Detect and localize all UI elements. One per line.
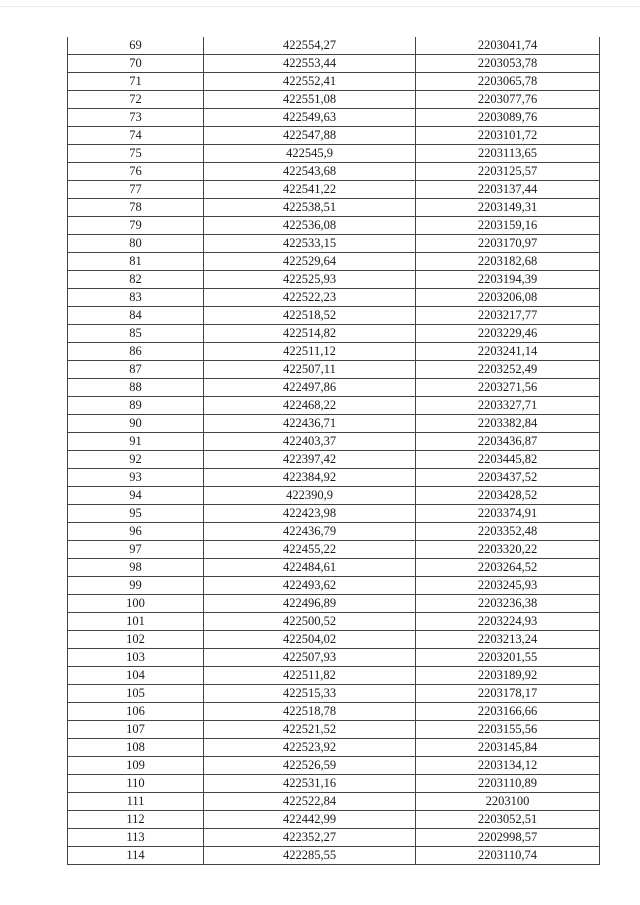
x-coordinate-cell: 422455,22: [204, 541, 416, 559]
point-number-cell: 85: [68, 325, 204, 343]
x-coordinate-cell: 422511,82: [204, 667, 416, 685]
table-row: [68, 613, 600, 631]
point-number-cell: 83: [68, 289, 204, 307]
x-coordinate-cell: 422529,64: [204, 253, 416, 271]
y-coordinate-cell: 2203113,65: [416, 145, 600, 163]
y-coordinate-cell: 2203245,93: [416, 577, 600, 595]
x-coordinate-cell: 422507,11: [204, 361, 416, 379]
table-row: [68, 343, 600, 361]
y-coordinate-cell: 2203352,48: [416, 523, 600, 541]
y-coordinate-cell: 2203217,77: [416, 307, 600, 325]
point-number-cell: 108: [68, 739, 204, 757]
x-coordinate-cell: 422547,88: [204, 127, 416, 145]
y-coordinate-cell: 2203206,08: [416, 289, 600, 307]
y-coordinate-cell: 2203166,66: [416, 703, 600, 721]
table-row: [68, 469, 600, 487]
y-coordinate-cell: 2203437,52: [416, 469, 600, 487]
point-number-cell: 94: [68, 487, 204, 505]
point-number-cell: 112: [68, 811, 204, 829]
table-row: [68, 181, 600, 199]
y-coordinate-cell: 2203445,82: [416, 451, 600, 469]
x-coordinate-cell: 422554,27: [204, 37, 416, 55]
table-row: [68, 703, 600, 721]
table-row: [68, 73, 600, 91]
table-row: [68, 199, 600, 217]
x-coordinate-cell: 422514,82: [204, 325, 416, 343]
y-coordinate-cell: 2203320,22: [416, 541, 600, 559]
table-row: [68, 487, 600, 505]
table-row: [68, 397, 600, 415]
x-coordinate-cell: 422436,71: [204, 415, 416, 433]
point-number-cell: 90: [68, 415, 204, 433]
y-coordinate-cell: 2203110,74: [416, 847, 600, 865]
y-coordinate-cell: 2203053,78: [416, 55, 600, 73]
point-number-cell: 91: [68, 433, 204, 451]
table-row: [68, 127, 600, 145]
point-number-cell: 93: [68, 469, 204, 487]
x-coordinate-cell: 422522,84: [204, 793, 416, 811]
table-row: [68, 433, 600, 451]
page-top-edge: [0, 6, 640, 7]
table-row: [68, 289, 600, 307]
point-number-cell: 81: [68, 253, 204, 271]
x-coordinate-cell: 422551,08: [204, 91, 416, 109]
x-coordinate-cell: 422531,16: [204, 775, 416, 793]
point-number-cell: 98: [68, 559, 204, 577]
point-number-cell: 95: [68, 505, 204, 523]
y-coordinate-cell: 2203159,16: [416, 217, 600, 235]
x-coordinate-cell: 422484,61: [204, 559, 416, 577]
table-row: [68, 829, 600, 847]
y-coordinate-cell: 2203182,68: [416, 253, 600, 271]
x-coordinate-cell: 422552,41: [204, 73, 416, 91]
table-row: [68, 793, 600, 811]
table-row: [68, 145, 600, 163]
x-coordinate-cell: 422525,93: [204, 271, 416, 289]
y-coordinate-cell: 2203089,76: [416, 109, 600, 127]
table-row: [68, 577, 600, 595]
x-coordinate-cell: 422533,15: [204, 235, 416, 253]
point-number-cell: 75: [68, 145, 204, 163]
point-number-cell: 84: [68, 307, 204, 325]
point-number-cell: 105: [68, 685, 204, 703]
y-coordinate-cell: 2203137,44: [416, 181, 600, 199]
table-row: [68, 415, 600, 433]
y-coordinate-cell: 2203149,31: [416, 199, 600, 217]
point-number-cell: 70: [68, 55, 204, 73]
y-coordinate-cell: 2203134,12: [416, 757, 600, 775]
point-number-cell: 96: [68, 523, 204, 541]
x-coordinate-cell: 422493,62: [204, 577, 416, 595]
x-coordinate-cell: 422403,37: [204, 433, 416, 451]
y-coordinate-cell: 2203382,84: [416, 415, 600, 433]
y-coordinate-cell: 2203201,55: [416, 649, 600, 667]
table-row: [68, 253, 600, 271]
y-coordinate-cell: 2203155,56: [416, 721, 600, 739]
point-number-cell: 101: [68, 613, 204, 631]
y-coordinate-cell: 2203194,39: [416, 271, 600, 289]
table-row: [68, 235, 600, 253]
coordinates-table-body: [68, 37, 600, 865]
table-row: [68, 361, 600, 379]
table-row: [68, 739, 600, 757]
point-number-cell: 92: [68, 451, 204, 469]
x-coordinate-cell: 422436,79: [204, 523, 416, 541]
y-coordinate-cell: 2203224,93: [416, 613, 600, 631]
point-number-cell: 71: [68, 73, 204, 91]
table-row: [68, 505, 600, 523]
table-row: [68, 595, 600, 613]
x-coordinate-cell: 422390,9: [204, 487, 416, 505]
x-coordinate-cell: 422518,52: [204, 307, 416, 325]
y-coordinate-cell: 2203436,87: [416, 433, 600, 451]
table-row: [68, 559, 600, 577]
x-coordinate-cell: 422522,23: [204, 289, 416, 307]
y-coordinate-cell: 2203271,56: [416, 379, 600, 397]
table-row: [68, 523, 600, 541]
y-coordinate-cell: 2203236,38: [416, 595, 600, 613]
point-number-cell: 113: [68, 829, 204, 847]
point-number-cell: 72: [68, 91, 204, 109]
x-coordinate-cell: 422536,08: [204, 217, 416, 235]
x-coordinate-cell: 422352,27: [204, 829, 416, 847]
table-row: [68, 775, 600, 793]
y-coordinate-cell: 2203374,91: [416, 505, 600, 523]
point-number-cell: 73: [68, 109, 204, 127]
y-coordinate-cell: 2203229,46: [416, 325, 600, 343]
point-number-cell: 78: [68, 199, 204, 217]
table-row: [68, 307, 600, 325]
table-row: [68, 451, 600, 469]
x-coordinate-cell: 422507,93: [204, 649, 416, 667]
point-number-cell: 104: [68, 667, 204, 685]
y-coordinate-cell: 2203170,97: [416, 235, 600, 253]
point-number-cell: 88: [68, 379, 204, 397]
x-coordinate-cell: 422549,63: [204, 109, 416, 127]
x-coordinate-cell: 422515,33: [204, 685, 416, 703]
table-row: [68, 55, 600, 73]
point-number-cell: 100: [68, 595, 204, 613]
x-coordinate-cell: 422384,92: [204, 469, 416, 487]
point-number-cell: 103: [68, 649, 204, 667]
x-coordinate-cell: 422500,52: [204, 613, 416, 631]
table-row: [68, 811, 600, 829]
x-coordinate-cell: 422518,78: [204, 703, 416, 721]
point-number-cell: 87: [68, 361, 204, 379]
point-number-cell: 82: [68, 271, 204, 289]
y-coordinate-cell: 2203241,14: [416, 343, 600, 361]
x-coordinate-cell: 422497,86: [204, 379, 416, 397]
point-number-cell: 89: [68, 397, 204, 415]
y-coordinate-cell: 2203428,52: [416, 487, 600, 505]
x-coordinate-cell: 422442,99: [204, 811, 416, 829]
y-coordinate-cell: 2203145,84: [416, 739, 600, 757]
y-coordinate-cell: 2203101,72: [416, 127, 600, 145]
y-coordinate-cell: 2203213,24: [416, 631, 600, 649]
y-coordinate-cell: 2203100: [416, 793, 600, 811]
point-number-cell: 97: [68, 541, 204, 559]
x-coordinate-cell: 422511,12: [204, 343, 416, 361]
table-row: [68, 325, 600, 343]
x-coordinate-cell: 422285,55: [204, 847, 416, 865]
y-coordinate-cell: 2203065,78: [416, 73, 600, 91]
y-coordinate-cell: 2203252,49: [416, 361, 600, 379]
table-row: [68, 37, 600, 55]
y-coordinate-cell: 2203178,17: [416, 685, 600, 703]
point-number-cell: 86: [68, 343, 204, 361]
y-coordinate-cell: 2203077,76: [416, 91, 600, 109]
point-number-cell: 74: [68, 127, 204, 145]
point-number-cell: 99: [68, 577, 204, 595]
point-number-cell: 114: [68, 847, 204, 865]
x-coordinate-cell: 422496,89: [204, 595, 416, 613]
table-row: [68, 91, 600, 109]
x-coordinate-cell: 422538,51: [204, 199, 416, 217]
y-coordinate-cell: 2203125,57: [416, 163, 600, 181]
x-coordinate-cell: 422545,9: [204, 145, 416, 163]
x-coordinate-cell: 422553,44: [204, 55, 416, 73]
point-number-cell: 111: [68, 793, 204, 811]
point-number-cell: 106: [68, 703, 204, 721]
point-number-cell: 69: [68, 37, 204, 55]
coordinates-table: [67, 37, 600, 865]
table-row: [68, 847, 600, 865]
table-row: [68, 271, 600, 289]
y-coordinate-cell: 2203052,51: [416, 811, 600, 829]
table-row: [68, 217, 600, 235]
point-number-cell: 76: [68, 163, 204, 181]
x-coordinate-cell: 422423,98: [204, 505, 416, 523]
point-number-cell: 77: [68, 181, 204, 199]
point-number-cell: 80: [68, 235, 204, 253]
table-row: [68, 757, 600, 775]
x-coordinate-cell: 422523,92: [204, 739, 416, 757]
point-number-cell: 109: [68, 757, 204, 775]
y-coordinate-cell: 2203041,74: [416, 37, 600, 55]
table-row: [68, 649, 600, 667]
x-coordinate-cell: 422397,42: [204, 451, 416, 469]
y-coordinate-cell: 2203189,92: [416, 667, 600, 685]
table-row: [68, 163, 600, 181]
y-coordinate-cell: 2202998,57: [416, 829, 600, 847]
table-row: [68, 685, 600, 703]
table-row: [68, 109, 600, 127]
x-coordinate-cell: 422543,68: [204, 163, 416, 181]
y-coordinate-cell: 2203264,52: [416, 559, 600, 577]
y-coordinate-cell: 2203327,71: [416, 397, 600, 415]
y-coordinate-cell: 2203110,89: [416, 775, 600, 793]
table-row: [68, 721, 600, 739]
x-coordinate-cell: 422468,22: [204, 397, 416, 415]
point-number-cell: 102: [68, 631, 204, 649]
x-coordinate-cell: 422541,22: [204, 181, 416, 199]
point-number-cell: 110: [68, 775, 204, 793]
point-number-cell: 79: [68, 217, 204, 235]
table-row: [68, 667, 600, 685]
table-row: [68, 631, 600, 649]
point-number-cell: 107: [68, 721, 204, 739]
x-coordinate-cell: 422521,52: [204, 721, 416, 739]
table-row: [68, 379, 600, 397]
x-coordinate-cell: 422504,02: [204, 631, 416, 649]
x-coordinate-cell: 422526,59: [204, 757, 416, 775]
table-row: [68, 541, 600, 559]
